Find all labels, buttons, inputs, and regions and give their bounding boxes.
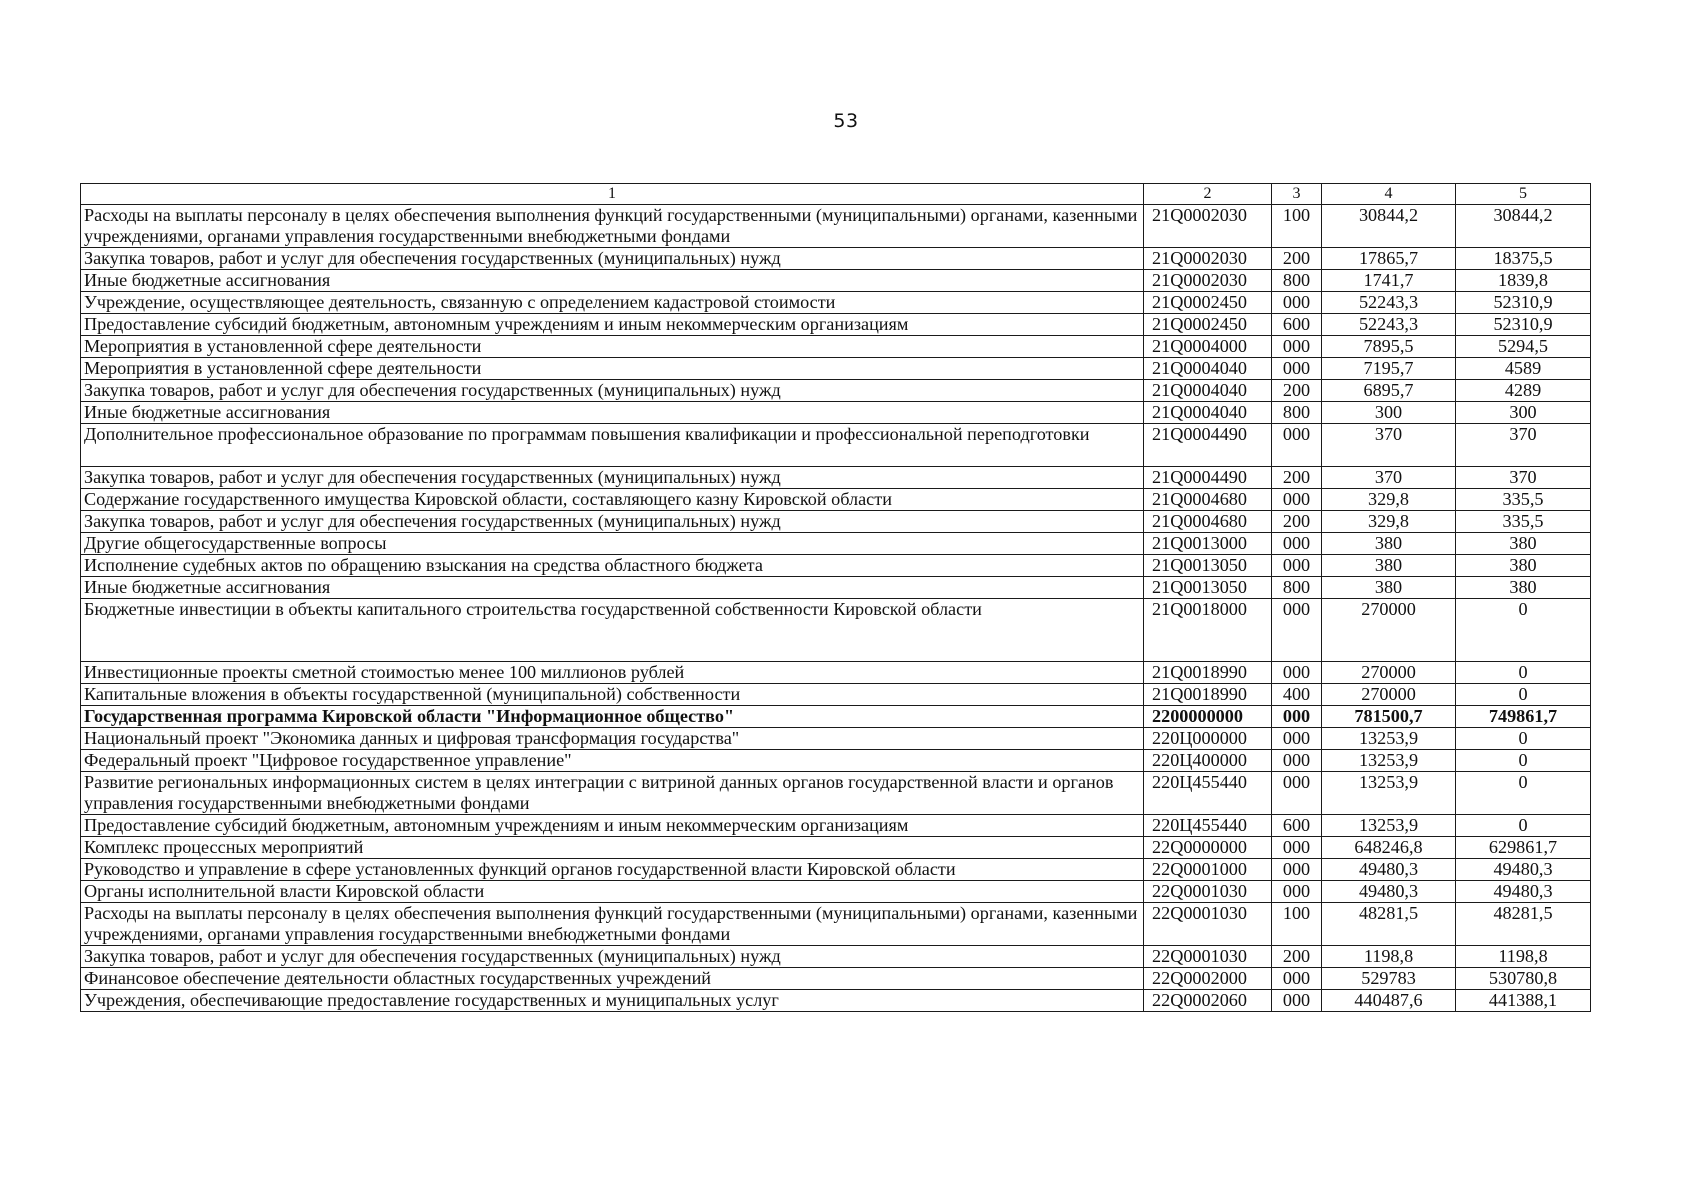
row-value-year2-cell: 48281,5 — [1456, 903, 1591, 946]
row-name-cell: Иные бюджетные ассигнования — [81, 270, 1144, 292]
row-value-year1-cell: 270000 — [1322, 599, 1456, 662]
row-kvr-cell: 000 — [1272, 662, 1322, 684]
row-value-year1-cell: 329,8 — [1322, 511, 1456, 533]
row-name-cell: Мероприятия в установленной сфере деятельности — [81, 336, 1144, 358]
row-value-year2-cell: 4589 — [1456, 358, 1591, 380]
column-header-name: 1 — [81, 184, 1144, 205]
row-value-year2-cell: 629861,7 — [1456, 837, 1591, 859]
row-kvr-cell: 200 — [1272, 511, 1322, 533]
row-value-year2-cell: 335,5 — [1456, 489, 1591, 511]
row-value-year1-cell: 370 — [1322, 424, 1456, 467]
budget-table — [80, 183, 1591, 1012]
row-value-year1-cell: 52243,3 — [1322, 292, 1456, 314]
table-row — [81, 968, 1591, 990]
row-value-year2-cell: 1839,8 — [1456, 270, 1591, 292]
row-name-cell: Национальный проект "Экономика данных и цифровая трансформация государства" — [81, 728, 1144, 750]
row-code-cell: 21Q0002450 — [1144, 314, 1272, 336]
row-value-year2-cell: 4289 — [1456, 380, 1591, 402]
row-name-cell: Закупка товаров, работ и услуг для обеспечения государственных (муниципальных) нужд — [81, 467, 1144, 489]
row-kvr-cell: 200 — [1272, 946, 1322, 968]
table-row — [81, 314, 1591, 336]
row-value-year2-cell: 0 — [1456, 772, 1591, 815]
row-value-year1-cell: 1198,8 — [1322, 946, 1456, 968]
table-row — [81, 489, 1591, 511]
row-code-cell: 21Q0018990 — [1144, 684, 1272, 706]
row-value-year1-cell: 7895,5 — [1322, 336, 1456, 358]
row-kvr-cell: 000 — [1272, 750, 1322, 772]
row-kvr-cell: 000 — [1272, 990, 1322, 1012]
row-name-cell: Содержание государственного имущества Кировской области, составляющего казну Кировской области — [81, 489, 1144, 511]
row-name-cell: Расходы на выплаты персоналу в целях обеспечения выполнения функций государственными (муниципальными) органами, казенными учреждениями, органами управления государственными внебюджетными фондами — [81, 903, 1144, 946]
header-row — [81, 184, 1591, 205]
row-kvr-cell: 100 — [1272, 205, 1322, 248]
row-value-year2-cell: 0 — [1456, 684, 1591, 706]
row-name-cell: Государственная программа Кировской области "Информационное общество" — [81, 706, 1144, 728]
row-name-cell: Закупка товаров, работ и услуг для обеспечения государственных (муниципальных) нужд — [81, 248, 1144, 270]
row-name-cell: Расходы на выплаты персоналу в целях обеспечения выполнения функций государственными (муниципальными) органами, казенными учреждениями, органами управления государственными внебюджетными фондами — [81, 205, 1144, 248]
row-value-year2-cell: 0 — [1456, 750, 1591, 772]
row-value-year2-cell: 530780,8 — [1456, 968, 1591, 990]
table-row — [81, 990, 1591, 1012]
row-kvr-cell: 000 — [1272, 489, 1322, 511]
row-kvr-cell: 000 — [1272, 555, 1322, 577]
row-name-cell: Инвестиционные проекты сметной стоимостью менее 100 миллионов рублей — [81, 662, 1144, 684]
row-code-cell: 21Q0004490 — [1144, 467, 1272, 489]
row-name-cell: Капитальные вложения в объекты государственной (муниципальной) собственности — [81, 684, 1144, 706]
row-value-year2-cell: 380 — [1456, 555, 1591, 577]
table-row — [81, 467, 1591, 489]
row-code-cell: 220Ц455440 — [1144, 815, 1272, 837]
table-row — [81, 684, 1591, 706]
row-code-cell: 21Q0004040 — [1144, 380, 1272, 402]
table-row — [81, 555, 1591, 577]
row-kvr-cell: 000 — [1272, 358, 1322, 380]
row-value-year1-cell: 30844,2 — [1322, 205, 1456, 248]
row-kvr-cell: 600 — [1272, 815, 1322, 837]
row-code-cell: 22Q0002060 — [1144, 990, 1272, 1012]
row-value-year1-cell: 13253,9 — [1322, 772, 1456, 815]
row-code-cell: 22Q0002000 — [1144, 968, 1272, 990]
page-number: 53 — [833, 110, 859, 132]
row-kvr-cell: 000 — [1272, 292, 1322, 314]
table-row — [81, 248, 1591, 270]
row-value-year2-cell: 0 — [1456, 662, 1591, 684]
row-name-cell: Мероприятия в установленной сфере деятельности — [81, 358, 1144, 380]
row-name-cell: Закупка товаров, работ и услуг для обеспечения государственных (муниципальных) нужд — [81, 380, 1144, 402]
row-code-cell: 21Q0013050 — [1144, 577, 1272, 599]
table-row — [81, 946, 1591, 968]
row-name-cell: Предоставление субсидий бюджетным, автономным учреждениям и иным некоммерческим организациям — [81, 314, 1144, 336]
row-name-cell: Исполнение судебных актов по обращению взыскания на средства областного бюджета — [81, 555, 1144, 577]
row-code-cell: 220Ц455440 — [1144, 772, 1272, 815]
row-code-cell: 21Q0018000 — [1144, 599, 1272, 662]
row-value-year2-cell: 49480,3 — [1456, 859, 1591, 881]
row-kvr-cell: 000 — [1272, 706, 1322, 728]
row-name-cell: Учреждения, обеспечивающие предоставление государственных и муниципальных услуг — [81, 990, 1144, 1012]
row-code-cell: 2200000000 — [1144, 706, 1272, 728]
row-name-cell: Органы исполнительной власти Кировской области — [81, 881, 1144, 903]
row-value-year1-cell: 13253,9 — [1322, 815, 1456, 837]
row-kvr-cell: 200 — [1272, 467, 1322, 489]
row-value-year1-cell: 380 — [1322, 577, 1456, 599]
row-value-year1-cell: 648246,8 — [1322, 837, 1456, 859]
row-code-cell: 22Q0001030 — [1144, 946, 1272, 968]
row-kvr-cell: 800 — [1272, 270, 1322, 292]
row-kvr-cell: 200 — [1272, 380, 1322, 402]
row-kvr-cell: 800 — [1272, 402, 1322, 424]
row-value-year1-cell: 781500,7 — [1322, 706, 1456, 728]
row-name-cell: Федеральный проект "Цифровое государственное управление" — [81, 750, 1144, 772]
table-row — [81, 402, 1591, 424]
row-code-cell: 22Q0000000 — [1144, 837, 1272, 859]
row-name-cell: Другие общегосударственные вопросы — [81, 533, 1144, 555]
table-row — [81, 815, 1591, 837]
table-body — [81, 205, 1591, 1012]
table-row — [81, 270, 1591, 292]
row-name-cell: Финансовое обеспечение деятельности областных государственных учреждений — [81, 968, 1144, 990]
row-name-cell: Закупка товаров, работ и услуг для обеспечения государственных (муниципальных) нужд — [81, 946, 1144, 968]
row-value-year2-cell: 0 — [1456, 728, 1591, 750]
table-row — [81, 837, 1591, 859]
row-kvr-cell: 400 — [1272, 684, 1322, 706]
row-value-year2-cell: 0 — [1456, 815, 1591, 837]
row-kvr-cell: 100 — [1272, 903, 1322, 946]
row-value-year1-cell: 270000 — [1322, 684, 1456, 706]
row-name-cell: Учреждение, осуществляющее деятельность, связанную с определением кадастровой стоимости — [81, 292, 1144, 314]
row-value-year1-cell: 1741,7 — [1322, 270, 1456, 292]
row-value-year1-cell: 300 — [1322, 402, 1456, 424]
row-code-cell: 220Ц000000 — [1144, 728, 1272, 750]
row-value-year1-cell: 6895,7 — [1322, 380, 1456, 402]
row-name-cell: Дополнительное профессиональное образование по программам повышения квалификации и профессиональной переподготовки — [81, 424, 1144, 467]
table-row — [81, 599, 1591, 662]
row-value-year2-cell: 49480,3 — [1456, 881, 1591, 903]
row-code-cell: 22Q0001030 — [1144, 903, 1272, 946]
row-name-cell: Руководство и управление в сфере установленных функций органов государственной власти Кировской области — [81, 859, 1144, 881]
table-row — [81, 292, 1591, 314]
row-code-cell: 21Q0004000 — [1144, 336, 1272, 358]
row-value-year2-cell: 300 — [1456, 402, 1591, 424]
row-value-year1-cell: 52243,3 — [1322, 314, 1456, 336]
row-value-year1-cell: 270000 — [1322, 662, 1456, 684]
row-kvr-cell: 000 — [1272, 728, 1322, 750]
row-value-year2-cell: 18375,5 — [1456, 248, 1591, 270]
table-row — [81, 380, 1591, 402]
row-value-year1-cell: 13253,9 — [1322, 750, 1456, 772]
row-value-year2-cell: 52310,9 — [1456, 292, 1591, 314]
table-row — [81, 577, 1591, 599]
row-kvr-cell: 600 — [1272, 314, 1322, 336]
row-kvr-cell: 000 — [1272, 772, 1322, 815]
column-header-kvr: 3 — [1272, 184, 1322, 205]
row-value-year2-cell: 0 — [1456, 599, 1591, 662]
row-name-cell: Иные бюджетные ассигнования — [81, 577, 1144, 599]
row-value-year2-cell: 370 — [1456, 424, 1591, 467]
row-value-year1-cell: 380 — [1322, 533, 1456, 555]
row-kvr-cell: 000 — [1272, 837, 1322, 859]
table-row — [81, 772, 1591, 815]
column-header-year2: 5 — [1456, 184, 1591, 205]
row-value-year1-cell: 13253,9 — [1322, 728, 1456, 750]
row-kvr-cell: 000 — [1272, 881, 1322, 903]
row-kvr-cell: 000 — [1272, 859, 1322, 881]
table-row — [81, 903, 1591, 946]
row-value-year2-cell: 380 — [1456, 577, 1591, 599]
column-header-code: 2 — [1144, 184, 1272, 205]
row-code-cell: 21Q0004680 — [1144, 511, 1272, 533]
row-value-year1-cell: 7195,7 — [1322, 358, 1456, 380]
table-row — [81, 662, 1591, 684]
row-value-year1-cell: 49480,3 — [1322, 859, 1456, 881]
table-row — [81, 750, 1591, 772]
row-value-year1-cell: 370 — [1322, 467, 1456, 489]
row-kvr-cell: 000 — [1272, 336, 1322, 358]
row-code-cell: 21Q0002030 — [1144, 205, 1272, 248]
row-kvr-cell: 200 — [1272, 248, 1322, 270]
column-header-year1: 4 — [1322, 184, 1456, 205]
row-kvr-cell: 000 — [1272, 968, 1322, 990]
row-value-year2-cell: 335,5 — [1456, 511, 1591, 533]
row-code-cell: 21Q0002030 — [1144, 270, 1272, 292]
table-row — [81, 358, 1591, 380]
row-kvr-cell: 800 — [1272, 577, 1322, 599]
row-name-cell: Иные бюджетные ассигнования — [81, 402, 1144, 424]
row-name-cell: Развитие региональных информационных систем в целях интеграции с витриной данных органов государственной власти и органов управления государственными внебюджетными фондами — [81, 772, 1144, 815]
row-name-cell: Бюджетные инвестиции в объекты капитального строительства государственной собственности Кировской области — [81, 599, 1144, 662]
row-value-year1-cell: 17865,7 — [1322, 248, 1456, 270]
table-row — [81, 881, 1591, 903]
row-code-cell: 21Q0004040 — [1144, 358, 1272, 380]
row-value-year1-cell: 49480,3 — [1322, 881, 1456, 903]
row-kvr-cell: 000 — [1272, 533, 1322, 555]
row-value-year2-cell: 1198,8 — [1456, 946, 1591, 968]
row-code-cell: 21Q0013050 — [1144, 555, 1272, 577]
table-row — [81, 511, 1591, 533]
row-name-cell: Закупка товаров, работ и услуг для обеспечения государственных (муниципальных) нужд — [81, 511, 1144, 533]
row-code-cell: 21Q0018990 — [1144, 662, 1272, 684]
row-value-year2-cell: 52310,9 — [1456, 314, 1591, 336]
row-value-year2-cell: 441388,1 — [1456, 990, 1591, 1012]
row-name-cell: Комплекс процессных мероприятий — [81, 837, 1144, 859]
row-value-year1-cell: 329,8 — [1322, 489, 1456, 511]
row-kvr-cell: 000 — [1272, 424, 1322, 467]
row-code-cell: 21Q0002450 — [1144, 292, 1272, 314]
row-code-cell: 21Q0002030 — [1144, 248, 1272, 270]
row-code-cell: 21Q0004040 — [1144, 402, 1272, 424]
row-code-cell: 21Q0004680 — [1144, 489, 1272, 511]
table-row — [81, 728, 1591, 750]
row-value-year1-cell: 48281,5 — [1322, 903, 1456, 946]
row-value-year2-cell: 370 — [1456, 467, 1591, 489]
row-code-cell: 220Ц400000 — [1144, 750, 1272, 772]
row-value-year2-cell: 749861,7 — [1456, 706, 1591, 728]
table-row — [81, 533, 1591, 555]
row-value-year1-cell: 529783 — [1322, 968, 1456, 990]
row-value-year1-cell: 440487,6 — [1322, 990, 1456, 1012]
row-name-cell: Предоставление субсидий бюджетным, автономным учреждениям и иным некоммерческим организациям — [81, 815, 1144, 837]
row-value-year2-cell: 5294,5 — [1456, 336, 1591, 358]
table-row — [81, 859, 1591, 881]
row-code-cell: 21Q0004490 — [1144, 424, 1272, 467]
table-row — [81, 706, 1591, 728]
table-row — [81, 336, 1591, 358]
table-row — [81, 205, 1591, 248]
table-row — [81, 424, 1591, 467]
row-code-cell: 22Q0001030 — [1144, 881, 1272, 903]
row-value-year1-cell: 380 — [1322, 555, 1456, 577]
row-code-cell: 22Q0001000 — [1144, 859, 1272, 881]
row-value-year2-cell: 30844,2 — [1456, 205, 1591, 248]
row-kvr-cell: 000 — [1272, 599, 1322, 662]
row-value-year2-cell: 380 — [1456, 533, 1591, 555]
row-code-cell: 21Q0013000 — [1144, 533, 1272, 555]
